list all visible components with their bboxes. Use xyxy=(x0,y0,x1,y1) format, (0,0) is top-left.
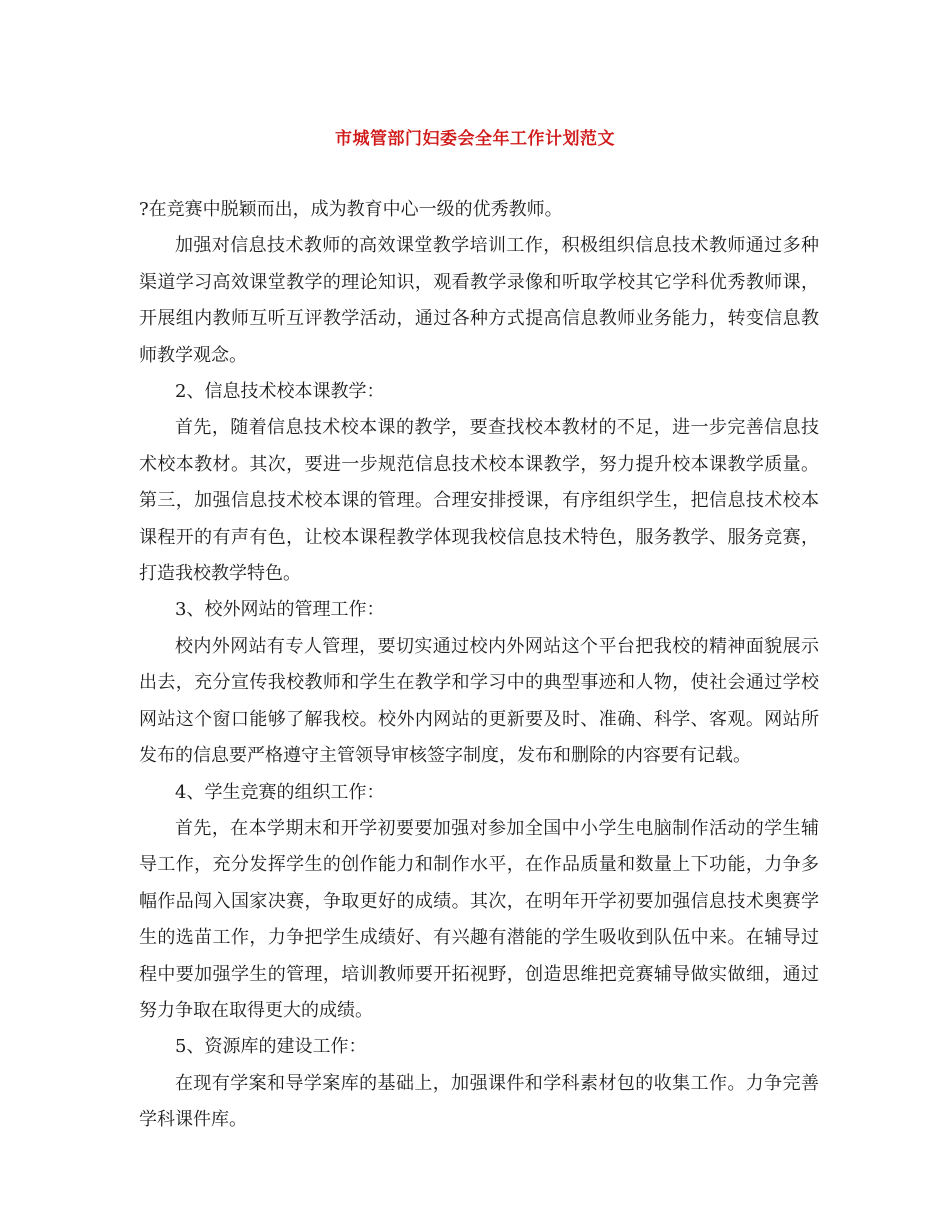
section-heading-competition: 4、学生竞赛的组织工作： xyxy=(175,781,385,803)
paragraph-teacher-training: 加强对信息技术教师的高效课堂教学培训工作，积极组织信息技术教师通过多种渠道学习高效课堂教学的理论知识，观看教学录像和听取学校其它学科优秀教师课，开展组内教师互听互评教学活动，通过各种方式提高信息教师业务能力，转变信息教师教学观念。 xyxy=(139,235,819,366)
document-body xyxy=(139,192,819,1139)
section-heading-website: 3、校外网站的管理工作： xyxy=(175,599,385,621)
paragraph-intro: ?在竞赛中脱颖而出，成为教育中心一级的优秀教师。 xyxy=(139,199,563,220)
section-heading-school-course: 2、信息技术校本课教学： xyxy=(175,381,385,403)
paragraph-competition: 首先，在本学期末和开学初要要加强对参加全国中小学生电脑制作活动的学生辅导工作，充分发挥学生的创作能力和制作水平，在作品质量和数量上下功能，力争多幅作品闯入国家决赛，争取更好的成绩。其次，在明年开学初要加强信息技术奥赛学生的选苗工作，力争把学生成绩好、有兴趣有潜能的学生吸收到队伍中来。在辅导过程中要加强学生的管理，培训教师要开拓视野，创造思维把竞赛辅导做实做细，通过努力争取在取得更大的成绩。 xyxy=(139,817,819,1021)
paragraph-website: 校内外网站有专人管理，要切实通过校内外网站这个平台把我校的精神面貌展示出去，充分宣传我校教师和学生在教学和学习中的典型事迹和人物，使社会通过学校网站这个窗口能够了解我校。校外内网站的更新要及时、准确、科学、客观。网站所发布的信息要严格遵守主管领导审核签字制度，发布和删除的内容要有记载。 xyxy=(139,635,819,767)
section-heading-resource-library: 5、资源库的建设工作： xyxy=(175,1036,367,1058)
paragraph-school-course: 首先，随着信息技术校本课的教学，要查找校本教材的不足，进一步完善信息技术校本教材。其次，要进一步规范信息技术校本课教学，努力提升校本课教学质量。第三，加强信息技术校本课的管理。合理安排授课，有序组织学生，把信息技术校本课程开的有声有色，让校本课程教学体现我校信息技术特色，服务教学、服务竞赛，打造我校教学特色。 xyxy=(139,417,819,585)
paragraph-resource-library: 在现有学案和导学案库的基础上，加强课件和学科素材包的收集工作。力争完善学科课件库。 xyxy=(139,1072,819,1131)
document-title: 市城管部门妇委会全年工作计划范文 xyxy=(335,129,615,149)
